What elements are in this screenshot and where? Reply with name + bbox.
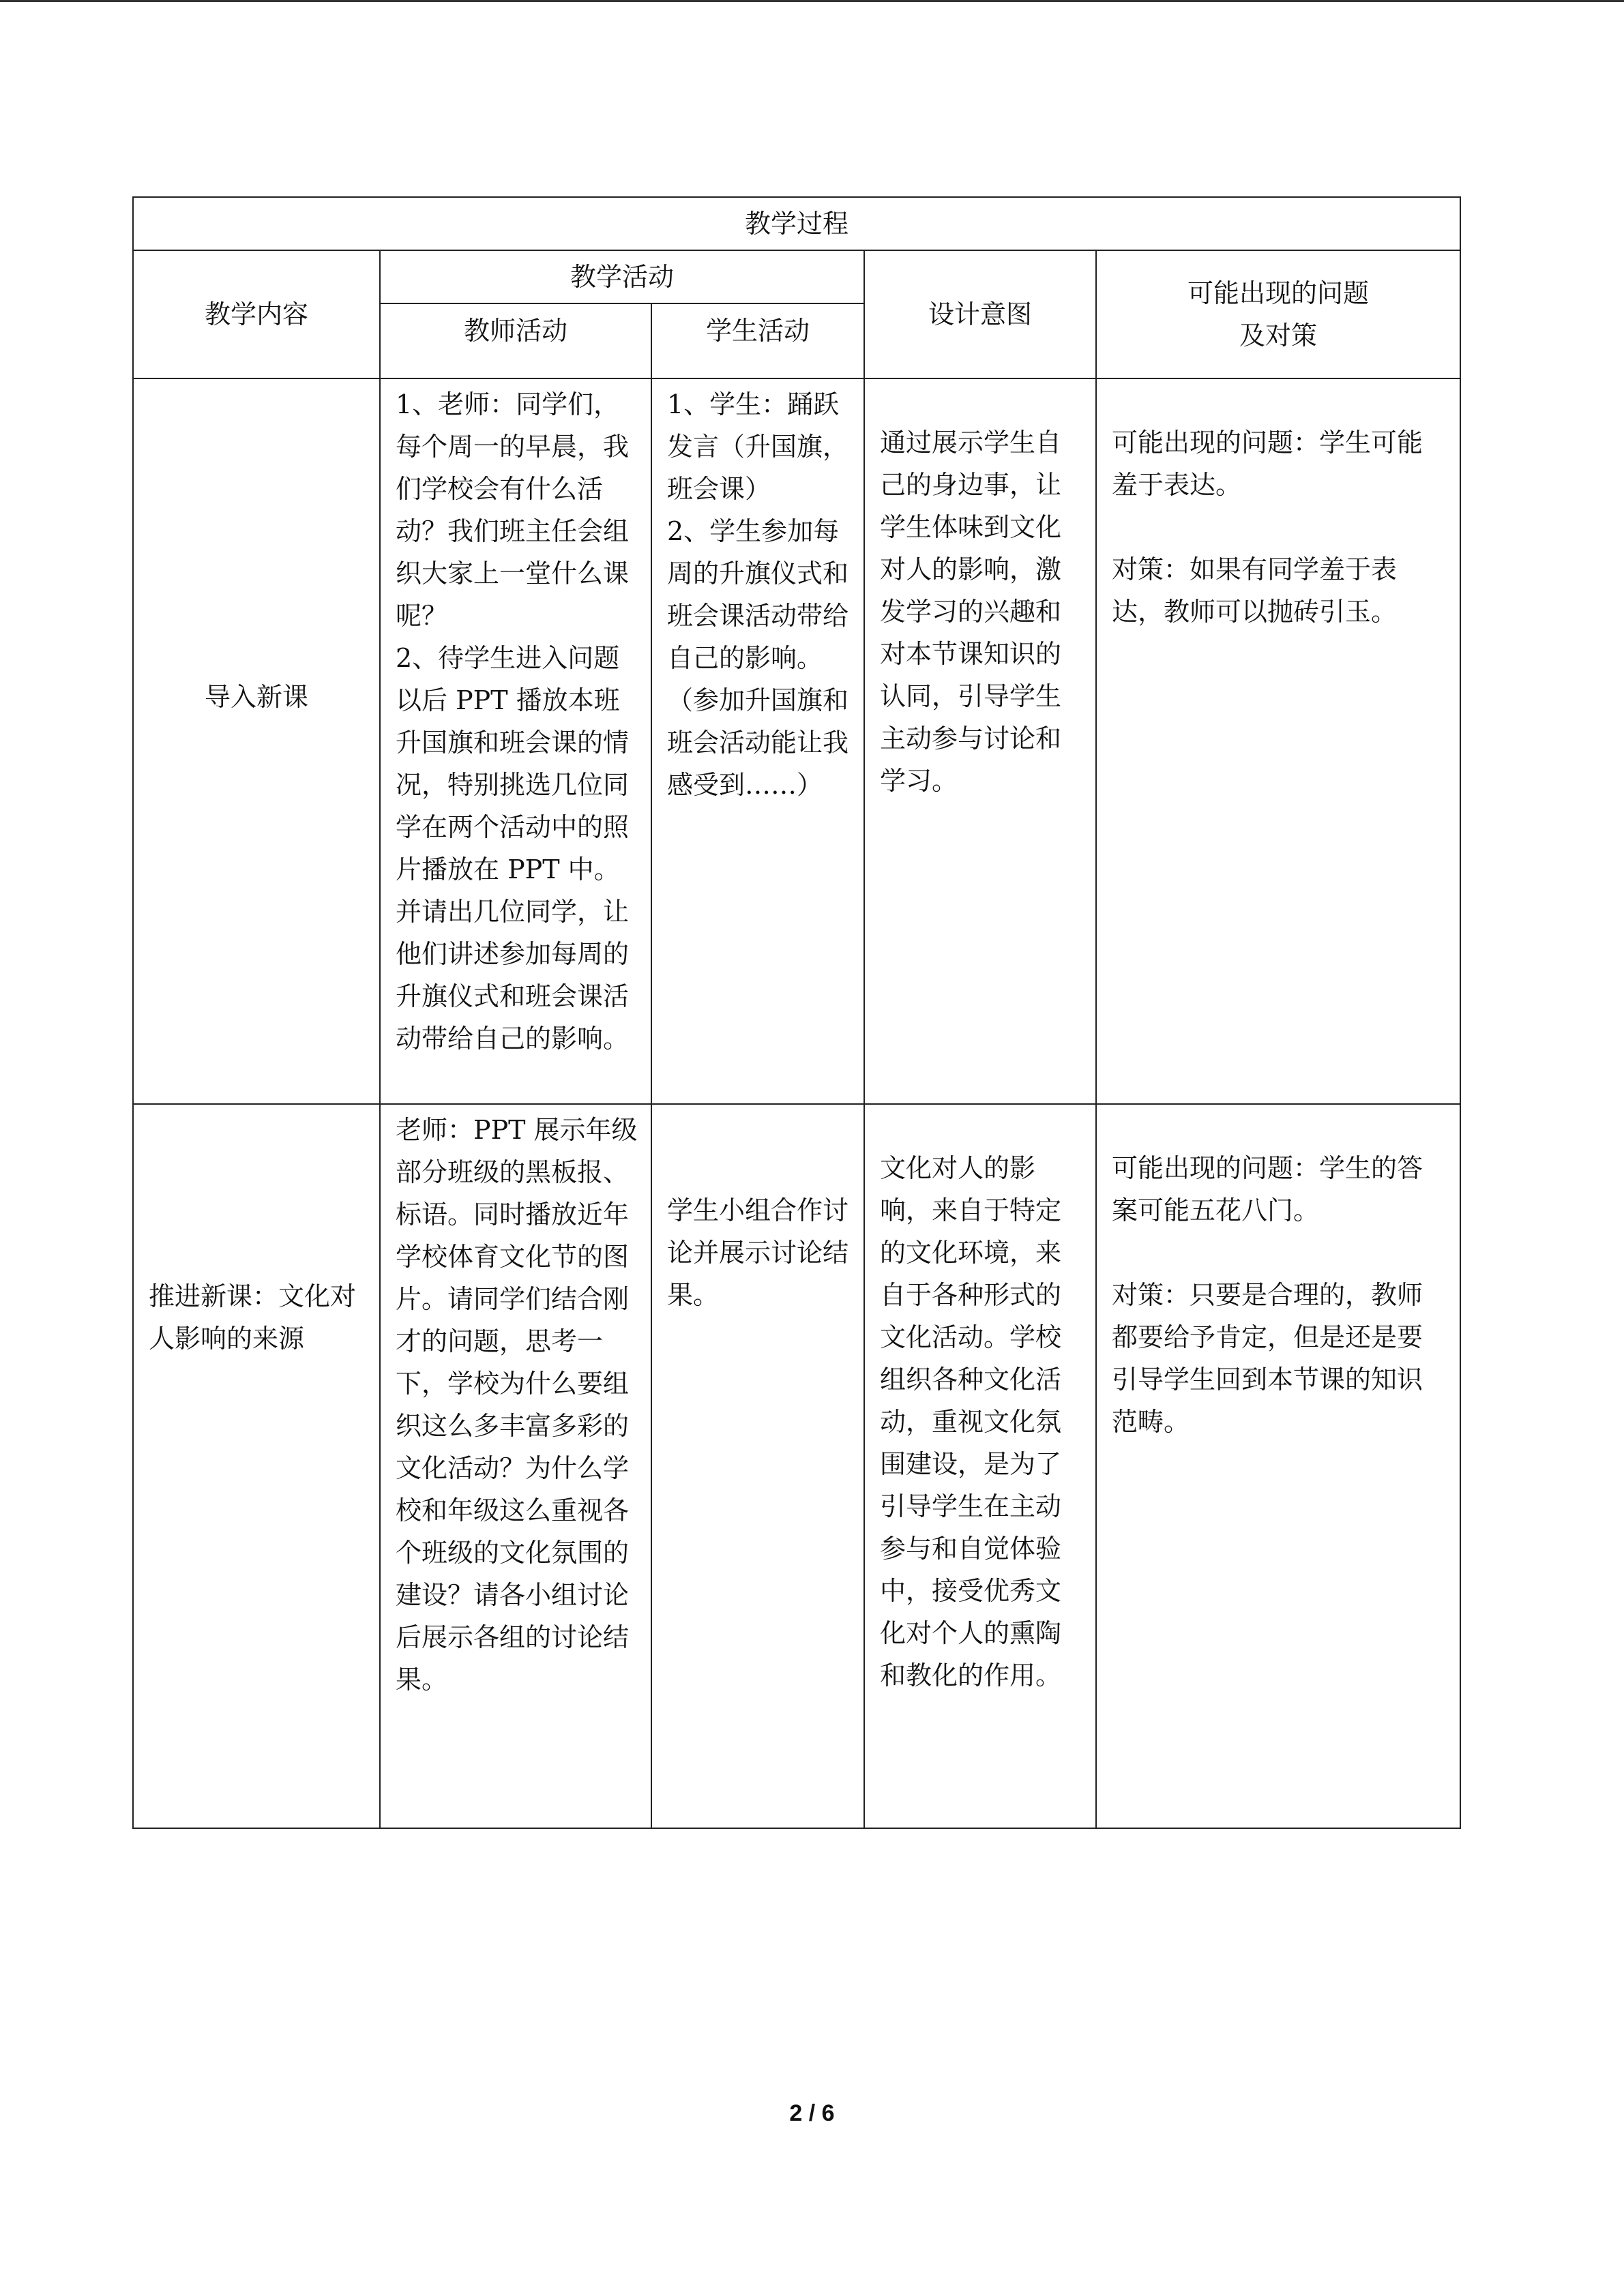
row-teacher-activity: 1、老师：同学们，每个周一的早晨，我们学校会有什么活动？我们班主任会组织大家上一堂什么课呢？ 2、待学生进入问题以后 PPT 播放本班升国旗和班会课的情况，特别挑选几位同学在两个活动中的照片播放在 PPT 中。并请出几位同学，让他们讲述参加每周的升旗仪式和班会课活动带给自己的影响。 xyxy=(396,389,630,1054)
row-student-activity: 学生小组合作讨论并展示讨论结果。 xyxy=(667,1195,849,1310)
page-top-rule xyxy=(0,0,1624,2)
table-row xyxy=(133,1104,1460,1828)
row-content: 推进新课：文化对人影响的来源 xyxy=(149,1281,357,1354)
table-row xyxy=(133,378,1460,1104)
header-intent: 设计意图 xyxy=(864,250,1096,378)
row-content: 导入新课 xyxy=(133,378,380,1104)
row-design-intent: 通过展示学生自己的身边事，让学生体味到文化对人的影响，激发学习的兴趣和对本节课知识的认同，引导学生主动参与讨论和学习。 xyxy=(880,428,1062,796)
row-teacher-activity: 老师：PPT 展示年级部分班级的黑板报、标语。同时播放近年学校体育文化节的图片。请同学们结合刚才的问题，思考一下，学校为什么要组织这么多丰富多彩的文化活动？为什么学校和年级这么重视各个班级的文化氛围的建设？请各小组讨论后展示各组的讨论结果。 xyxy=(396,1115,638,1695)
table-title: 教学过程 xyxy=(133,197,1460,250)
row-student-activity: 1、学生：踊跃发言（升国旗，班会课） 2、学生参加每周的升旗仪式和班会课活动带给自己的影响。（参加升国旗和班会活动能让我感受到……） xyxy=(667,389,849,800)
header-activities: 教学活动 xyxy=(380,250,864,303)
page-number: 2 / 6 xyxy=(789,2100,835,2126)
header-student: 学生活动 xyxy=(651,303,864,378)
row-problems: 可能出现的问题：学生的答案可能五花八门。 对策：只要是合理的，教师都要给予肯定，但是还是要引导学生回到本节课的知识范畴。 xyxy=(1112,1153,1423,1437)
header-problems: 可能出现的问题 及对策 xyxy=(1096,250,1460,378)
row-problems: 可能出现的问题：学生可能羞于表达。 对策：如果有同学羞于表达，教师可以抛砖引玉。 xyxy=(1112,428,1423,627)
header-content: 教学内容 xyxy=(133,250,380,378)
header-teacher: 教师活动 xyxy=(380,303,651,378)
teaching-process-table xyxy=(132,196,1461,1829)
row-design-intent: 文化对人的影响，来自于特定的文化环境，来自于各种形式的文化活动。学校组织各种文化活动，重视文化氛围建设，是为了引导学生在主动参与和自觉体验中，接受优秀文化对个人的熏陶和教化的作用。 xyxy=(880,1153,1062,1690)
